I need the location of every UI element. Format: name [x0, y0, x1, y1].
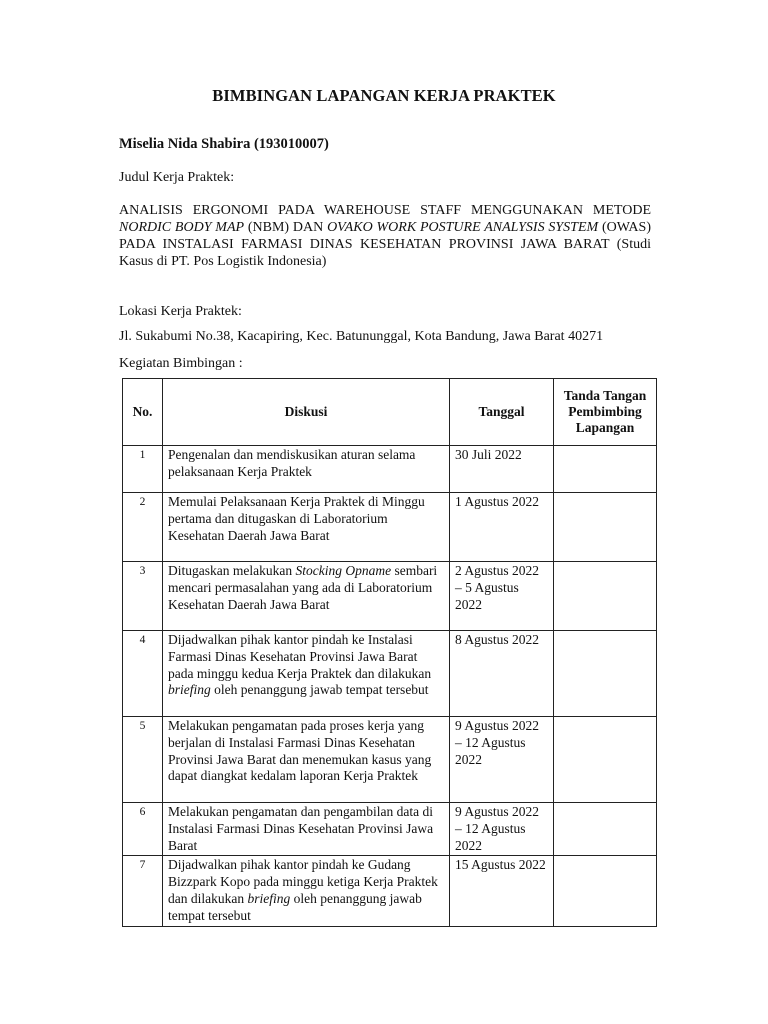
- project-title-method-1: NORDIC BODY MAP: [119, 220, 245, 235]
- row-date: 2 Agustus 2022 – 5 Agustus 2022: [450, 562, 554, 631]
- row-discussion: Pengenalan dan mendiskusikan aturan selama pelaksanaan Kerja Praktek: [163, 446, 450, 493]
- table-row: [123, 493, 657, 562]
- project-title: [119, 202, 651, 270]
- guidance-log-table: [122, 378, 657, 927]
- row-discussion: Ditugaskan melakukan Stocking Opname sembari mencari permasalahan yang ada di Laboratorium Kesehatan Daerah Jawa Barat: [163, 562, 450, 631]
- header-diskusi: Diskusi: [163, 379, 450, 446]
- student-name: Miselia Nida Shabira (193010007): [119, 136, 329, 152]
- document-title: BIMBINGAN LAPANGAN KERJA PRAKTEK: [212, 86, 556, 105]
- row-number: 1: [123, 446, 163, 493]
- row-discussion: Dijadwalkan pihak kantor pindah ke Gudang Bizzpark Kopo pada minggu ketiga Kerja Praktek dan dilakukan briefing oleh penanggung jawab tempat tersebut: [163, 856, 450, 926]
- row-signature: [554, 562, 657, 631]
- project-title-text: ANALISIS ERGONOMI PADA WAREHOUSE STAFF MENGGUNAKAN METODE: [119, 203, 651, 218]
- activities-label: Kegiatan Bimbingan :: [119, 356, 243, 371]
- project-title-label: Judul Kerja Praktek:: [119, 170, 235, 185]
- header-no: No.: [123, 379, 163, 446]
- row-discussion: Melakukan pengamatan pada proses kerja yang berjalan di Instalasi Farmasi Dinas Kesehatan Provinsi Jawa Barat dan menemukan kasus yang dapat diangkat kedalam laporan Kerja Praktek: [163, 717, 450, 803]
- header-tanda-tangan: Tanda Tangan Pembimbing Lapangan: [554, 379, 657, 446]
- row-signature: [554, 631, 657, 717]
- row-date: 9 Agustus 2022 – 12 Agustus 2022: [450, 717, 554, 803]
- project-title-text: (OWAS) PADA INSTALASI FARMASI DINAS KESEHATAN PROVINSI JAWA BARAT (Studi Kasus di PT. Pos Logistik Indonesia): [119, 220, 651, 269]
- row-signature: [554, 493, 657, 562]
- row-number: 5: [123, 717, 163, 803]
- table-row: [123, 446, 657, 493]
- row-discussion: Dijadwalkan pihak kantor pindah ke Instalasi Farmasi Dinas Kesehatan Provinsi Jawa Barat pada minggu kedua Kerja Praktek dan dilakukan briefing oleh penanggung jawab tempat tersebut: [163, 631, 450, 717]
- row-number: 7: [123, 856, 163, 926]
- row-number: 2: [123, 493, 163, 562]
- row-date: 8 Agustus 2022: [450, 631, 554, 717]
- row-number: 3: [123, 562, 163, 631]
- row-signature: [554, 856, 657, 926]
- table-row: [123, 803, 657, 856]
- row-signature: [554, 803, 657, 856]
- row-signature: [554, 717, 657, 803]
- table-row: [123, 717, 657, 803]
- table-header-row: [123, 379, 657, 446]
- row-discussion: Melakukan pengamatan dan pengambilan data di Instalasi Farmasi Dinas Kesehatan Provinsi Jawa Barat: [163, 803, 450, 856]
- row-date: 9 Agustus 2022 – 12 Agustus 2022: [450, 803, 554, 856]
- row-signature: [554, 446, 657, 493]
- project-title-text: (NBM) DAN: [244, 220, 328, 235]
- table-row: [123, 856, 657, 926]
- row-date: 15 Agustus 2022: [450, 856, 554, 926]
- row-date: 30 Juli 2022: [450, 446, 554, 493]
- table-row: [123, 562, 657, 631]
- row-number: 4: [123, 631, 163, 717]
- header-tanggal: Tanggal: [450, 379, 554, 446]
- table-row: [123, 631, 657, 717]
- row-discussion: Memulai Pelaksanaan Kerja Praktek di Minggu pertama dan ditugaskan di Laboratorium Kesehatan Daerah Jawa Barat: [163, 493, 450, 562]
- project-title-method-2: OVAKO WORK POSTURE ANALYSIS SYSTEM: [327, 220, 599, 235]
- row-number: 6: [123, 803, 163, 856]
- location-address: Jl. Sukabumi No.38, Kacapiring, Kec. Batununggal, Kota Bandung, Jawa Barat 40271: [119, 329, 604, 344]
- row-date: 1 Agustus 2022: [450, 493, 554, 562]
- location-label: Lokasi Kerja Praktek:: [119, 304, 242, 319]
